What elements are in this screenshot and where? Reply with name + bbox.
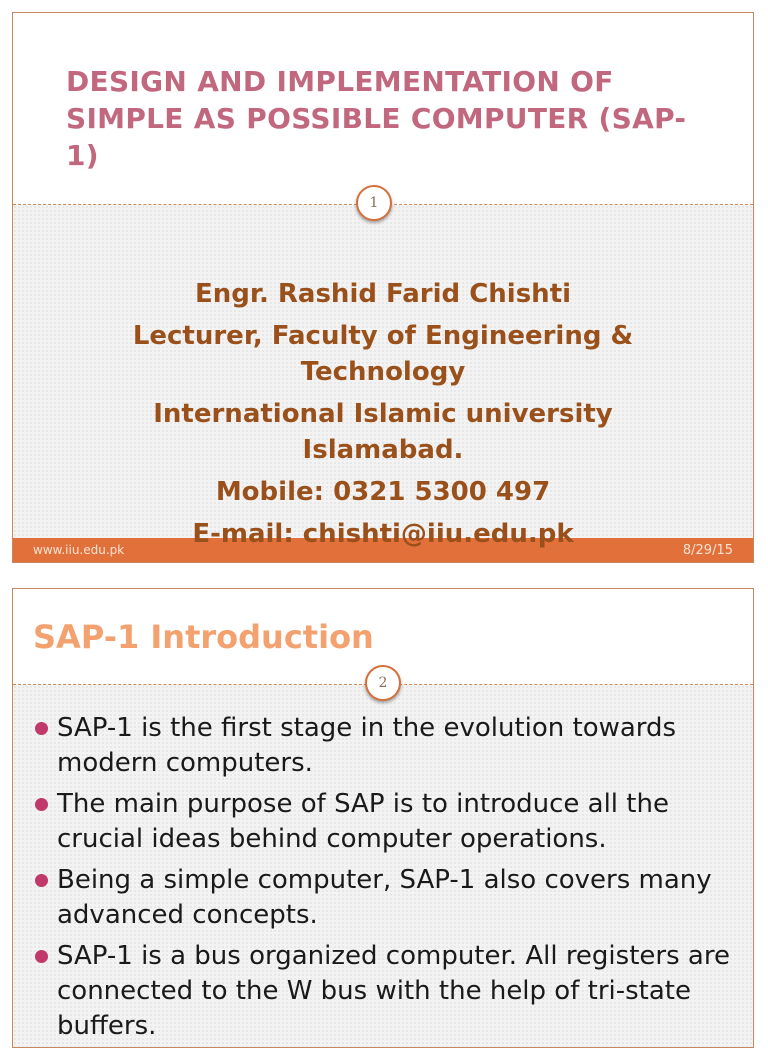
bullet-text: Being a simple computer, SAP-1 also covers many advanced concepts. — [57, 865, 712, 930]
author-info — [13, 276, 753, 558]
author-position: Lecturer, Faculty of Engineering & Technology — [132, 321, 634, 387]
bullet-dot-icon — [35, 874, 48, 887]
bullet-text: SAP-1 is a bus organized computer. All registers are connected to the W bus with the help of tri-state buffers. — [57, 941, 730, 1041]
bullet-list — [33, 711, 733, 1048]
footer-website: www.iiu.edu.pk — [33, 543, 125, 557]
bullet-dot-icon — [35, 950, 48, 963]
author-mobile: Mobile: 0321 5300 497 — [215, 477, 551, 507]
bullet-text: SAP-1 is the first stage in the evolution towards modern computers. — [57, 713, 677, 778]
slide-1 — [12, 12, 754, 563]
slide-2 — [12, 588, 754, 1048]
list-item — [33, 787, 733, 857]
bullet-dot-icon — [35, 722, 48, 735]
author-name: Engr. Rashid Farid Chishti — [194, 279, 572, 309]
bullet-text: The main purpose of SAP is to introduce all the crucial ideas behind computer operations. — [57, 789, 669, 854]
author-email: E-mail: chishti@iiu.edu.pk — [192, 519, 574, 549]
slide-1-title: DESIGN AND IMPLEMENTATION OF SIMPLE AS POSSIBLE COMPUTER (SAP-1) — [66, 65, 687, 172]
author-university: International Islamic university Islamabad. — [153, 399, 613, 465]
list-item — [33, 939, 733, 1044]
slide-1-title-area — [13, 13, 753, 205]
list-item — [33, 863, 733, 933]
bullet-dot-icon — [35, 798, 48, 811]
slide-number-badge: 2 — [365, 665, 401, 701]
footer-date: 8/29/15 — [682, 543, 733, 558]
slide-number-badge: 1 — [356, 185, 392, 221]
slide-2-title: SAP-1 Introduction — [33, 618, 374, 656]
list-item — [33, 711, 733, 781]
